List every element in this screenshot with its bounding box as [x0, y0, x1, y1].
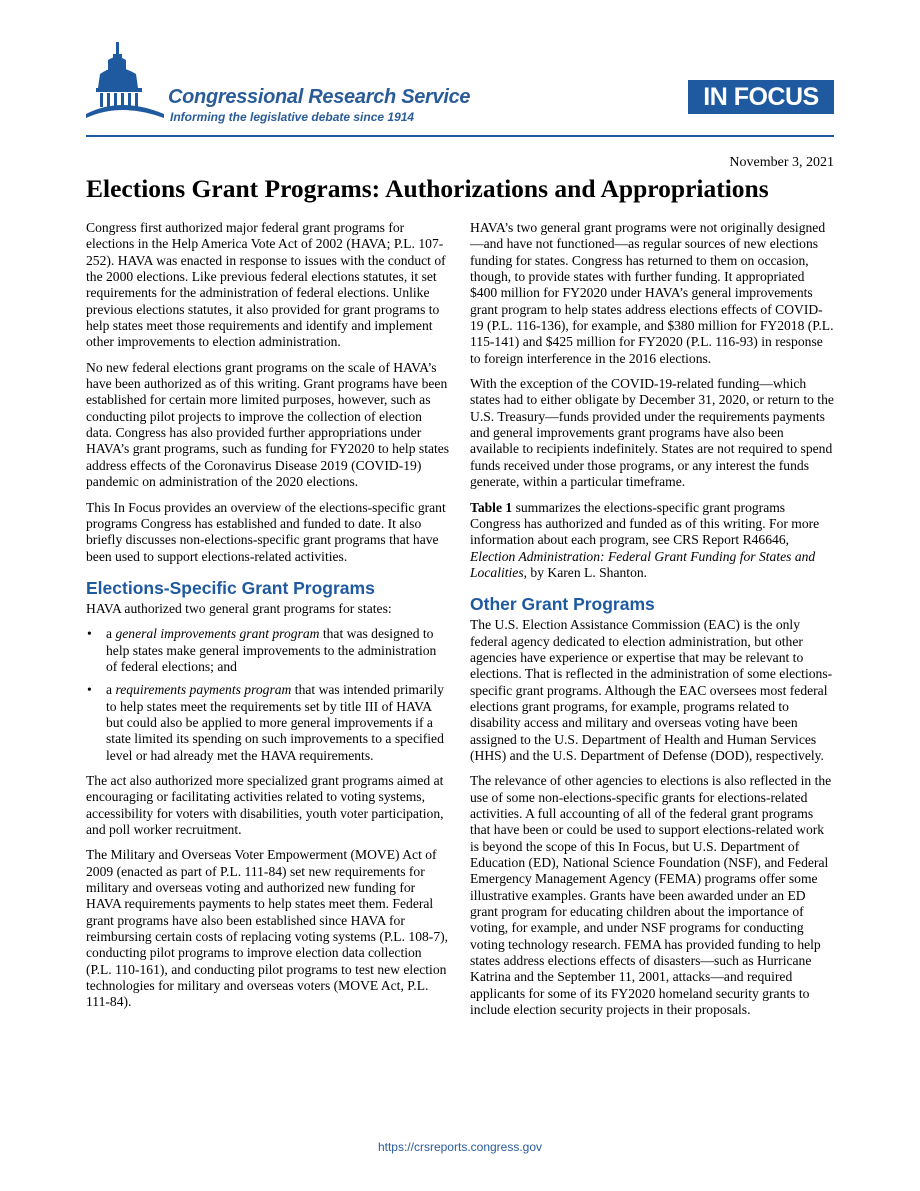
- right-column: [470, 220, 834, 1027]
- list-item: • a general improvements grant program that was designed to help states make general improvements to the administration of federal elections; and: [87, 626, 437, 674]
- paragraph: Congress first authorized major federal grant programs for elections in the Help America Vote Act of 2002 (HAVA; P.L. 107-252). HAVA was enacted in response to issues with the conduct of the 2000 elections. Like previous federal elections statutes, it set requirements for the administration of federal elections. Unlike previous elections statutes, it also provided for grant programs to help states meet those requirements and identify and implement other improvements to election administration.: [86, 220, 446, 350]
- bullet-icon: •: [87, 626, 92, 642]
- section-heading-elections-specific: Elections-Specific Grant Programs: [86, 577, 375, 598]
- list-item: • a requirements payments program that was intended primarily to help states meet the requirements set by title III of HAVA but could also be applied to more general improvements if a state limited its spending on such improvements to a specified level or had already met the HAVA requirements.: [87, 682, 444, 763]
- capitol-dome-icon: [86, 40, 166, 130]
- bullet-icon: •: [87, 682, 92, 698]
- paragraph: The Military and Overseas Voter Empowerment (MOVE) Act of 2009 (enacted as part of P.L. 111-84) set new requirements for military and overseas voting and authorized new funding for HAVA requirements payments to help states meet them. Federal grant programs have also been established since HAVA for reimbursing certain costs of replacing voting systems (P.L. 108-7), conducting pilot programs to improve election data collection (P.L. 110-161), and conducting pilot programs to test new election technologies for military and overseas voters (MOVE Act, P.L. 111-84).: [86, 847, 449, 1010]
- paragraph: This In Focus provides an overview of the elections-specific grant programs Congress has established and funded to date. It also briefly discusses non-elections-specific grant programs that have been used to support elections-related activities.: [86, 499, 446, 564]
- in-focus-badge: IN FOCUS: [688, 80, 834, 114]
- paragraph: With the exception of the COVID-19-related funding—which states had to either obligate by December 31, 2020, or return to the U.S. Treasury—funds provided under the requirements payments and general improvements grant programs have also been available to recipients indefinitely. States are not required to spend funds received under those programs, or any interest the funds generate, within a particular timeframe.: [470, 376, 834, 490]
- left-column: [86, 220, 450, 1020]
- paragraph: The U.S. Election Assistance Commission (EAC) is the only federal agency dedicated to election administration, but other agencies have experience or expertise that may be relevant to elections. That is reflected in the administration of some elections-specific grant programs. Although the EAC oversees most federal elections grant programs, for example, programs related to disability access and military and overseas voting have been assigned to the U.S. Department of Health and Human Services (HHS) and the U.S. Department of Defense (DOD), respectively.: [470, 617, 833, 763]
- program-list: [86, 626, 450, 764]
- page-header: [0, 0, 920, 140]
- section-heading-other-programs: Other Grant Programs: [470, 594, 655, 615]
- org-tagline: Informing the legislative debate since 1914: [170, 110, 415, 124]
- header-divider: [86, 135, 834, 137]
- paragraph: The act also authorized more specialized grant programs aimed at encouraging or facilitating activities related to voting systems, accessibility for voters with disabilities, youth voter participation, and poll worker recruitment.: [86, 772, 444, 837]
- footer-link[interactable]: https://crsreports.congress.gov: [377, 1140, 543, 1154]
- paragraph: Table 1 summarizes the elections-specific grant programs Congress has authorized and funded as of this writing. For more information about each program, see CRS Report R46646, Election Administration: Federal Grant Funding for States and Localities, by Karen L. Shanton.: [470, 499, 820, 580]
- table-reference: Table 1: [470, 499, 513, 515]
- paragraph: The relevance of other agencies to elections is also reflected in the use of some non-elections-specific grants for elections-related activities. A full accounting of all of the federal grant programs that have been or could be used to support elections-related work is beyond the scope of this In Focus, but U.S. Department of Education (ED), National Science Foundation (NSF), and Federal Emergency Management Agency (FEMA) programs offer some illustrative examples. Grants have been awarded under an ED grant program for educating children about the importance of voting, for example, and under NSF programs for conducting voting technology research. FEMA has provided funding to help states address elections effects of disasters—such as Hurricane Katrina and the September 11, 2001, attacks—and required applicants for some of its FY2020 homeland security grants to include election security projects in their proposals.: [470, 773, 832, 1018]
- paragraph: HAVA’s two general grant programs were not originally designed—and have not functioned—as regular sources of new elections funding for states. Congress has returned to them on occasion, though, to provide states with further funding. It appropriated $400 million for FY2020 under HAVA’s general improvements grant program to help states address elections effects of COVID-19 (P.L. 116-136), for example, and $380 million for FY2018 (P.L. 115-141) and $425 million for FY2020 (P.L. 116-93) in response to foreign interference in the 2016 elections.: [470, 220, 834, 366]
- paragraph: No new federal elections grant programs on the scale of HAVA’s have been authorized as of this writing. Grant programs have been established for certain more limited purposes, however, such as conducting pilot projects to improve the collection of election data. Congress has also provided further appropriations under HAVA’s grant programs, such as funding for FY2020 to help states address effects of the Coronavirus Disease 2019 (COVID-19) pandemic on administration of the 2020 elections.: [86, 359, 450, 490]
- paragraph: HAVA authorized two general grant programs for states:: [86, 600, 392, 616]
- report-title: Election Administration: Federal Grant Funding for States and Localities: [470, 548, 816, 580]
- publication-date: November 3, 2021: [729, 155, 834, 170]
- page-title: Elections Grant Programs: Authorizations and Appropriations: [86, 174, 769, 203]
- org-name: Congressional Research Service: [168, 86, 471, 108]
